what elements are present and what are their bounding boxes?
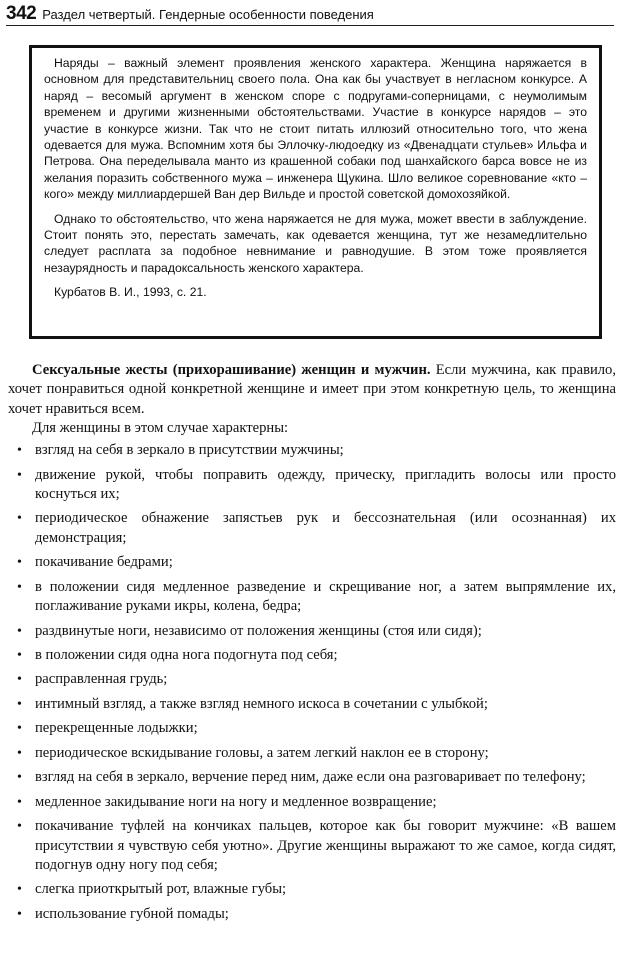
list-item-text: раздвинутые ноги, независимо от положения женщины (стоя или сидя); — [35, 622, 482, 639]
bullet-icon: • — [17, 443, 22, 459]
list-item — [8, 744, 616, 763]
section-intro-text: Если мужчина, как правило, хочет понравиться одной конкретной женщине и имеет при этом конкретную цель, то женщина хочет нравиться всем. — [8, 362, 616, 417]
bullet-icon: • — [17, 696, 22, 712]
list-item — [8, 793, 616, 812]
list-item — [8, 441, 616, 460]
list-item-text: покачивание туфлей на кончиках пальцев, которое как бы говорит мужчине: «В вашем присутствии я чувствую себя уютно». Другие женщины выражают то же самое, когда сидят, подогнув одну ногу под себя; — [35, 818, 616, 873]
list-item-text: периодическое вскидывание головы, а затем легкий наклон ее в сторону; — [35, 744, 489, 761]
list-item-text: периодическое обнажение запястьев рук и бессознательная (или осознанная) их демонстрация; — [35, 510, 616, 546]
list-item-text: перекрещенные лодыжки; — [35, 720, 198, 737]
section-lead-heading: Сексуальные жесты (прихорашивание) женщин и мужчин. — [32, 362, 431, 378]
bullet-icon: • — [17, 467, 22, 483]
bullet-icon: • — [17, 794, 22, 810]
bullet-icon: • — [17, 555, 22, 571]
list-item — [8, 466, 616, 505]
bullet-icon: • — [17, 511, 22, 527]
page-number: 342 — [6, 3, 37, 24]
list-item — [8, 719, 616, 738]
bullet-icon: • — [17, 745, 22, 761]
list-item — [8, 768, 616, 787]
bullet-icon: • — [17, 882, 22, 898]
bullet-icon: • — [17, 721, 22, 737]
running-header — [6, 3, 614, 26]
bullet-icon: • — [17, 672, 22, 688]
bullet-list — [8, 441, 616, 924]
list-item — [8, 553, 616, 572]
bullet-icon: • — [17, 906, 22, 922]
quote-citation: Курбатов В. И., 1993, с. 21. — [54, 285, 207, 300]
list-item-text: интимный взгляд, а также взгляд немного искоса в сочетании с улыбкой; — [35, 695, 488, 712]
list-item — [8, 695, 616, 714]
list-item-text: в положении сидя одна нога подогнута под себя; — [35, 646, 338, 663]
list-item-text: взгляд на себя в зеркало в присутствии мужчины; — [35, 442, 344, 459]
bullet-icon: • — [17, 819, 22, 835]
list-item — [8, 670, 616, 689]
list-item-text: использование губной помады; — [35, 905, 229, 922]
list-item — [8, 509, 616, 548]
list-item-text: расправленная грудь; — [35, 671, 168, 688]
section-subintro: Для женщины в этом случае характерны: — [32, 419, 289, 436]
list-item — [8, 880, 616, 899]
list-item — [8, 646, 616, 665]
running-title: Раздел четвертый. Гендерные особенности поведения — [42, 7, 374, 22]
section-intro — [8, 361, 616, 419]
list-item-text: движение рукой, чтобы поправить одежду, прическу, пригладить волосы или просто коснуться их; — [35, 466, 616, 502]
bullet-icon: • — [17, 623, 22, 639]
quote-paragraph-2: Однако то обстоятельство, что жена наряжается не для мужа, может ввести в заблуждение. Стоит понять это, перестать замечать, как одевается женщина, тут же незамедлительно следует расплата за подобное невнимание и равнодушие. В этом тоже проявляется незаурядность и парадоксальность женского характера. — [44, 211, 587, 275]
quote-paragraph-1: Наряды – важный элемент проявления женского характера. Женщина наряжается в основном для представительниц своего пола. Она как бы участвует в негласном конкурсе. А наряд – весомый аргумент в женском споре с подругами-соперницами, с неумолимым временем и другими жизненными обстоятельствами. Участие в конкурсе нарядов – это участие в конкурсе жизни. Так что не стоит питать иллюзий относительно того, что жена одевается для мужа. Вспомним хотя бы Эллочку-людоедку из «Двенадцати стульев» Ильфа и Петрова. Она переделывала манто из крашенной собаки под шанхайского барса вовсе не из желания поразить собственного мужа – инженера Щукина. Шло великое соревнование «кто – кого» между миллиардершей Ван дер Вильде и простой советской домохозяйкой. — [44, 56, 587, 202]
list-item — [8, 817, 616, 875]
list-item-text: медленное закидывание ноги на ногу и медленное возвращение; — [35, 793, 437, 810]
list-item — [8, 905, 616, 924]
quote-box — [29, 45, 602, 339]
main-text — [8, 361, 616, 929]
list-item-text: взгляд на себя в зеркало, верчение перед ним, даже если она разговаривает по телефону; — [35, 769, 586, 786]
list-item-text: покачивание бедрами; — [35, 554, 173, 571]
list-item-text: в положении сидя медленное разведение и скрещивание ног, а затем выпрямление их, поглаживание руками икры, колена, бедра; — [35, 578, 616, 615]
bullet-icon: • — [17, 770, 22, 786]
list-item — [8, 578, 616, 617]
bullet-icon: • — [17, 579, 22, 595]
list-item — [8, 622, 616, 641]
bullet-icon: • — [17, 647, 22, 663]
list-item-text: слегка приоткрытый рот, влажные губы; — [35, 881, 287, 898]
